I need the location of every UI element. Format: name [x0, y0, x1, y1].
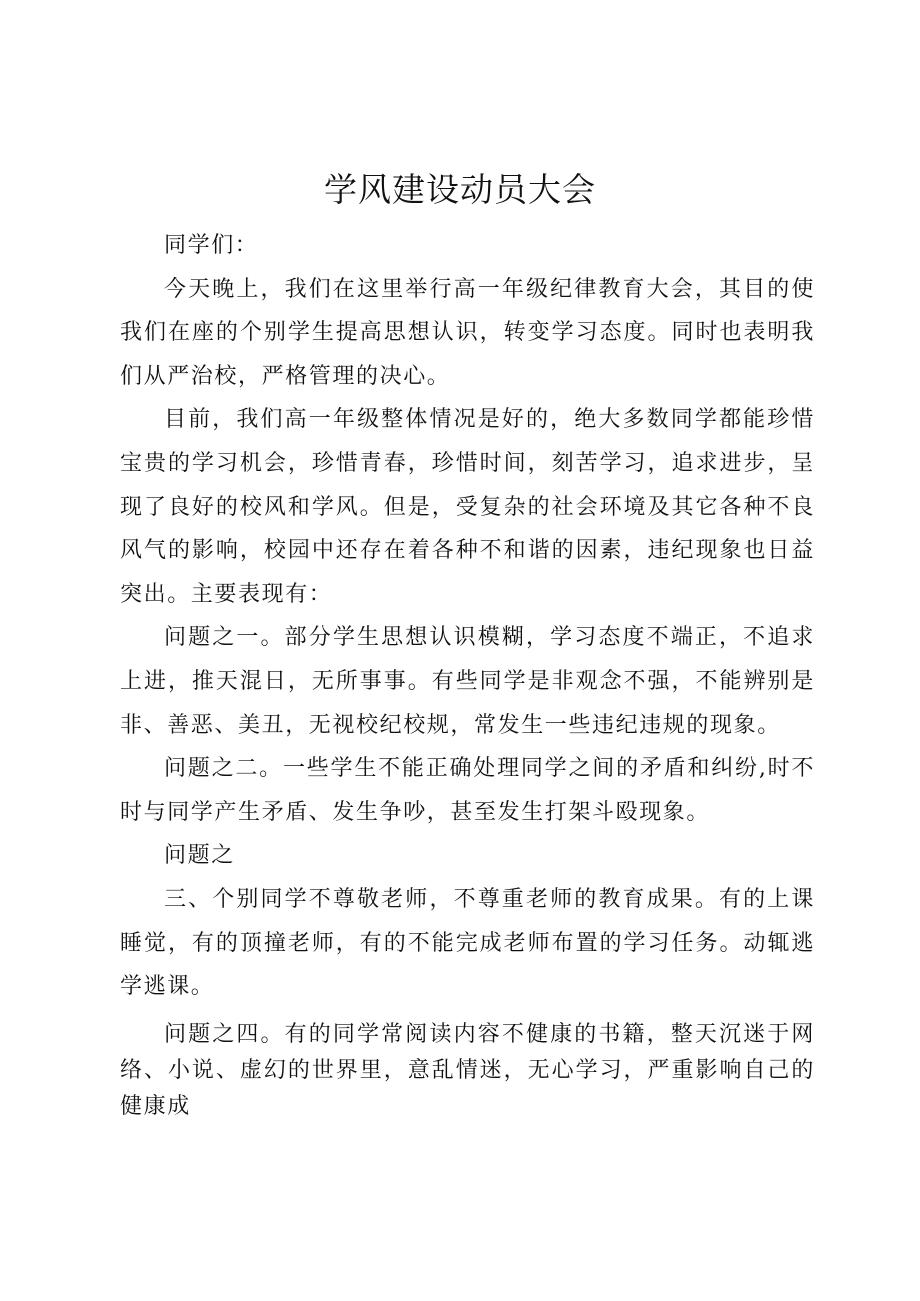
paragraph-problem-4: 问题之四。有的同学常阅读内容不健康的书籍，整天沉迷于网络、小说、虚幻的世界里，意乱情迷，无心学习，严重影响自己的健康成	[120, 1021, 815, 1119]
salutation: 同学们：	[164, 233, 259, 258]
document-body	[120, 224, 815, 1125]
paragraph-problem-3: 三、个别同学不尊敬老师，不尊重老师的教育成果。有的上课睡觉，有的顶撞老师，有的不能完成老师布置的学习任务。动辄逃学逃课。	[120, 886, 815, 1000]
paragraph-problem-1: 问题之一。部分学生思想认识模糊，学习态度不端正，不追求上进，推天混日，无所事事。有些同学是非观念不强，不能辨别是非、善恶、美丑，无视校纪校规，常发生一些违纪违规的现象。	[120, 625, 815, 738]
paragraph-situation: 目前，我们高一年级整体情况是好的，绝大多数同学都能珍惜宝贵的学习机会，珍惜青春，珍惜时间，刻苦学习，追求进步，呈现了良好的校风和学风。但是，受复杂的社会环境及其它各种不良风气的影响，校园中还存在着各种不和谐的因素，违纪现象也日益突出。主要表现有：	[120, 407, 815, 607]
paragraph-problem-3-heading: 问题之	[164, 843, 235, 869]
paragraph-intro: 今天晚上，我们在这里举行高一年级纪律教育大会，其目的使我们在座的个别学生提高思想认识，转变学习态度。同时也表明我们从严治校，严格管理的决心。	[120, 276, 815, 389]
document-title: 学风建设动员大会	[324, 170, 596, 209]
paragraph-problem-2: 问题之二。一些学生不能正确处理同学之间的矛盾和纠纷,时不时与同学产生矛盾、发生争吵，甚至发生打架斗殴现象。	[120, 756, 815, 825]
